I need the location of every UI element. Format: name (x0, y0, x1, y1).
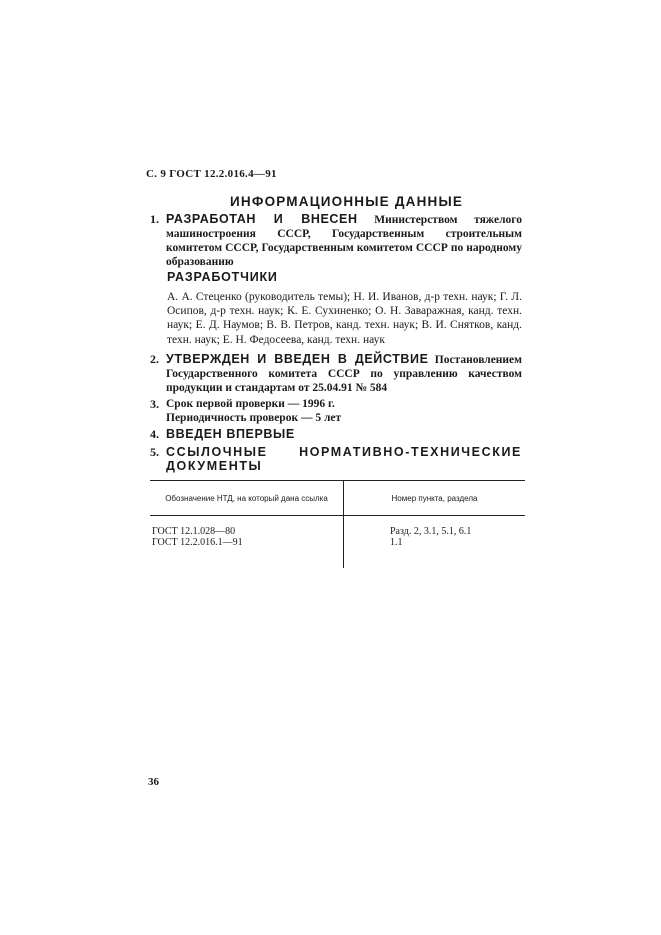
table-cell-document: ГОСТ 12.2.016.1—91 (150, 537, 344, 548)
section-number: 2. (150, 352, 159, 366)
column-header-clause: Номер пункта, раздела (344, 481, 526, 516)
section-body (166, 427, 522, 442)
section-developed-by (150, 212, 522, 269)
table-spacer-row (150, 548, 525, 568)
page-number: 36 (148, 776, 159, 788)
section-heading: УТВЕРЖДЕН И ВВЕДЕН В ДЕЙСТВИЕ (166, 352, 429, 366)
section-approved (150, 352, 522, 395)
page-header: С. 9 ГОСТ 12.2.016.4—91 (146, 168, 277, 180)
table-cell-clause: 1.1 (390, 537, 403, 548)
section-number: 3. (150, 397, 159, 411)
section-references (150, 445, 522, 473)
section-number: 4. (150, 427, 159, 441)
section-review-period (150, 397, 522, 425)
table-spacer-cell (344, 548, 526, 568)
table-header-row (150, 481, 525, 516)
section-number: 1. (150, 212, 159, 226)
developers-list: А. А. Стеценко (руководитель темы); Н. И. Иванов, д-р техн. наук; Г. Л. Осипов, д-р техн. наук; К. Е. Сухиненко; О. Н. Заваражная, канд. техн. наук; Е. Д. Наумов; В. В. Петров, канд. техн. наук; В. И. Снятков, канд. техн. наук; Е. Н. Федосеева, канд. техн. наук (167, 291, 522, 346)
section-text: Постановлением Государственного комитета СССР по управлению качеством продукции и стандартам от 25.04.91 № 584 (166, 354, 522, 394)
section-number: 5. (150, 445, 159, 459)
section-heading: ССЫЛОЧНЫЕ НОРМАТИВНО-ТЕХНИЧЕСКИЕ ДОКУМЕНТЫ (166, 445, 522, 473)
developers-heading: РАЗРАБОТЧИКИ (167, 270, 278, 284)
references-table (150, 480, 525, 568)
table-spacer-cell (150, 548, 344, 568)
section-body (166, 352, 522, 395)
table-cell-clause: Разд. 2, 3.1, 5.1, 6.1 (390, 526, 472, 537)
table-row (150, 537, 525, 548)
table-row (150, 516, 525, 538)
first-review-line: Срок первой проверки — 1996 г. (166, 398, 335, 410)
table-cell-document: ГОСТ 12.1.028—80 (150, 516, 344, 538)
section-text: Министерством тяжелого машиностроения СССР, Государственным строительным комитетом СССР, Государственным комитетом СССР по народному образованию (166, 214, 522, 268)
section-body (166, 212, 522, 269)
section-heading: РАЗРАБОТАН И ВНЕСЕН (166, 212, 358, 226)
review-frequency-line: Периодичность проверок — 5 лет (166, 412, 342, 424)
section-body (166, 397, 522, 425)
section-first-introduced (150, 427, 522, 442)
column-header-document: Обозначение НТД, на который дана ссылка (150, 481, 344, 516)
section-heading: ВВЕДЕН ВПЕРВЫЕ (166, 427, 295, 441)
document-title: ИНФОРМАЦИОННЫЕ ДАННЫЕ (230, 194, 464, 209)
